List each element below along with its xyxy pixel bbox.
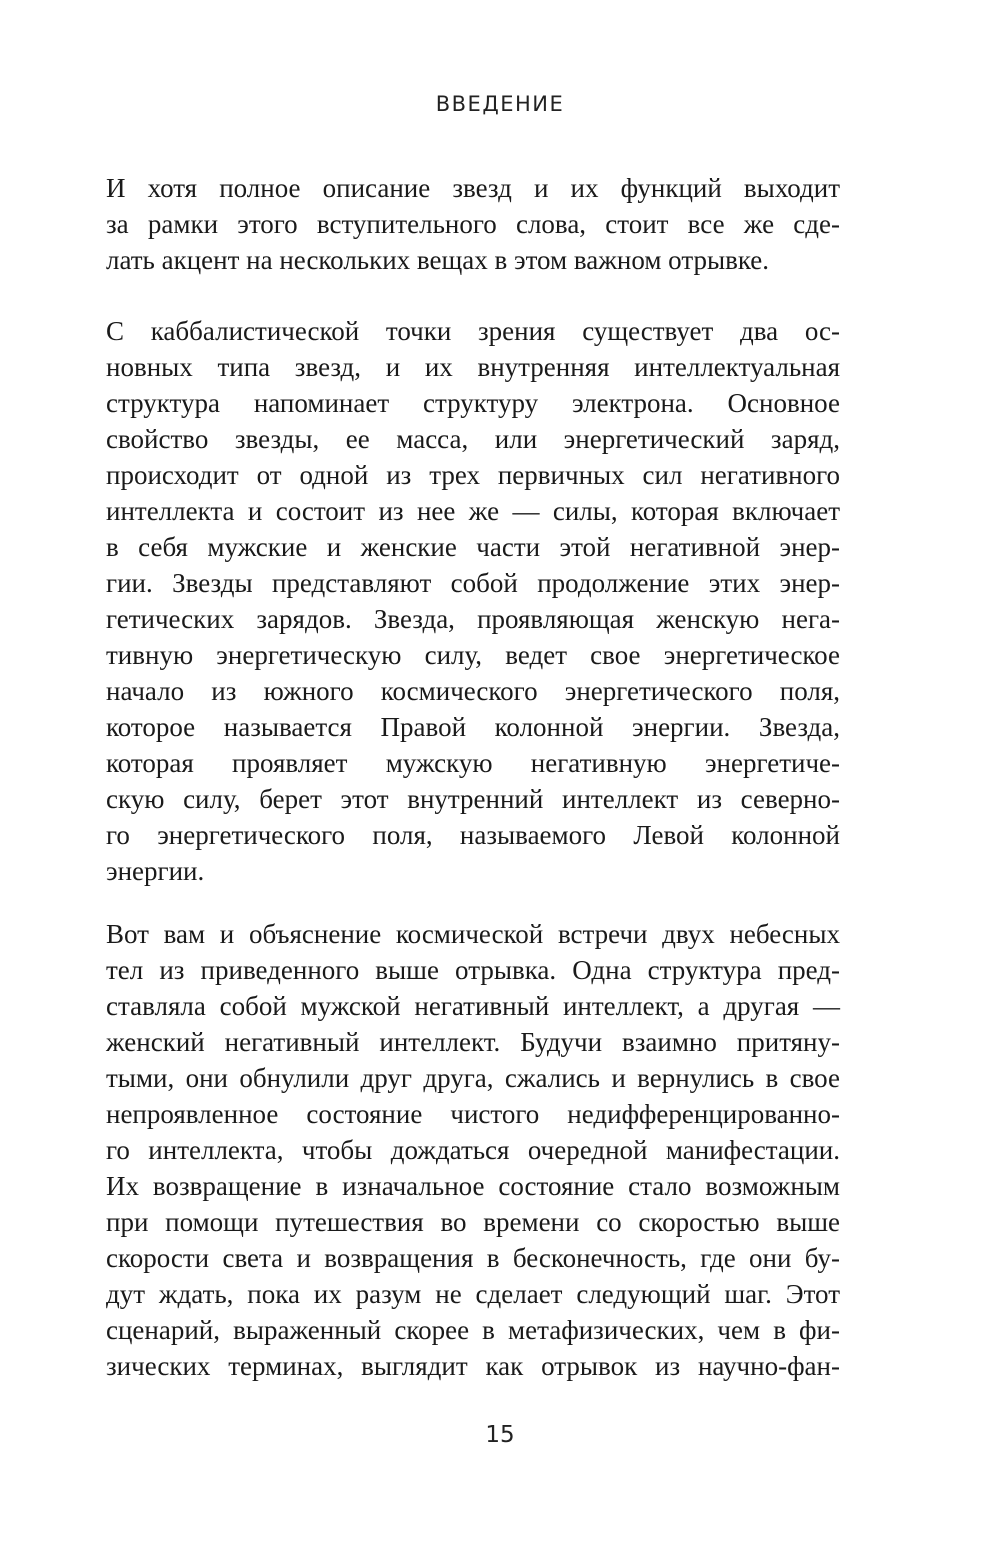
- text-line: го энергетического поля, называемого Левой колонной: [106, 820, 840, 850]
- text-line: лать акцент на нескольких вещах в этом важном отрывке.: [106, 245, 770, 275]
- text-line: при помощи путешествия во времени со скоростью выше: [106, 1207, 840, 1237]
- text-line: свойство звезды, ее масса, или энергетический заряд,: [106, 424, 840, 454]
- text-line: го интеллекта, чтобы дождаться очередной манифестации.: [106, 1135, 840, 1165]
- text-line: в себя мужские и женские части этой негативной энер-: [106, 532, 840, 562]
- text-line: тел из приведенного выше отрывка. Одна структура пред-: [106, 955, 840, 985]
- text-line: структура напоминает структуру электрона. Основное: [106, 388, 840, 418]
- text-line: тыми, они обнулили друг друга, сжались и вернулись в свое: [106, 1063, 840, 1093]
- text-line: Вот вам и объяснение космической встречи двух небесных: [106, 919, 840, 949]
- text-line: женский негативный интеллект. Будучи взаимно притяну-: [106, 1027, 840, 1057]
- text-line: происходит от одной из трех первичных сил негативного: [106, 460, 840, 490]
- page-number: 15: [485, 1422, 515, 1448]
- text-line: дут ждать, пока их разум не сделает следующий шаг. Этот: [106, 1279, 840, 1309]
- text-line: скорости света и возвращения в бесконечность, где они бу-: [106, 1243, 840, 1273]
- text-line: зических терминах, выглядит как отрывок из научно-фан-: [106, 1351, 840, 1381]
- text-line: за рамки этого вступительного слова, стоит все же сде-: [106, 209, 840, 239]
- text-line: которое называется Правой колонной энергии. Звезда,: [106, 712, 840, 742]
- text-line: новных типа звезд, и их внутренняя интеллектуальная: [106, 352, 840, 382]
- text-line: С каббалистической точки зрения существует два ос-: [106, 316, 840, 346]
- text-line: интеллекта и состоит из нее же — силы, которая включает: [106, 496, 840, 526]
- running-head: ВВЕДЕНИЕ: [435, 92, 565, 116]
- text-line: сценарий, выраженный скорее в метафизических, чем в фи-: [106, 1315, 840, 1345]
- text-line: Их возвращение в изначальное состояние стало возможным: [106, 1171, 840, 1201]
- text-line: гии. Звезды представляют собой продолжение этих энер-: [106, 568, 840, 598]
- text-line: начало из южного космического энергетического поля,: [106, 676, 840, 706]
- paragraph-3: [106, 916, 840, 1384]
- text-line: гетических зарядов. Звезда, проявляющая женскую нега-: [106, 604, 840, 634]
- paragraph-1: [106, 170, 840, 278]
- text-line: энергии.: [106, 856, 205, 886]
- text-line: И хотя полное описание звезд и их функций выходит: [106, 173, 840, 203]
- text-line: скую силу, берет этот внутренний интеллект из северно-: [106, 784, 840, 814]
- text-line: непроявленное состояние чистого недифференцированно-: [106, 1099, 840, 1129]
- text-line: которая проявляет мужскую негативную энергетиче-: [106, 748, 840, 778]
- paragraph-2: [106, 313, 840, 889]
- text-line: ставляла собой мужской негативный интеллект, а другая —: [106, 991, 840, 1021]
- text-line: тивную энергетическую силу, ведет свое энергетическое: [106, 640, 840, 670]
